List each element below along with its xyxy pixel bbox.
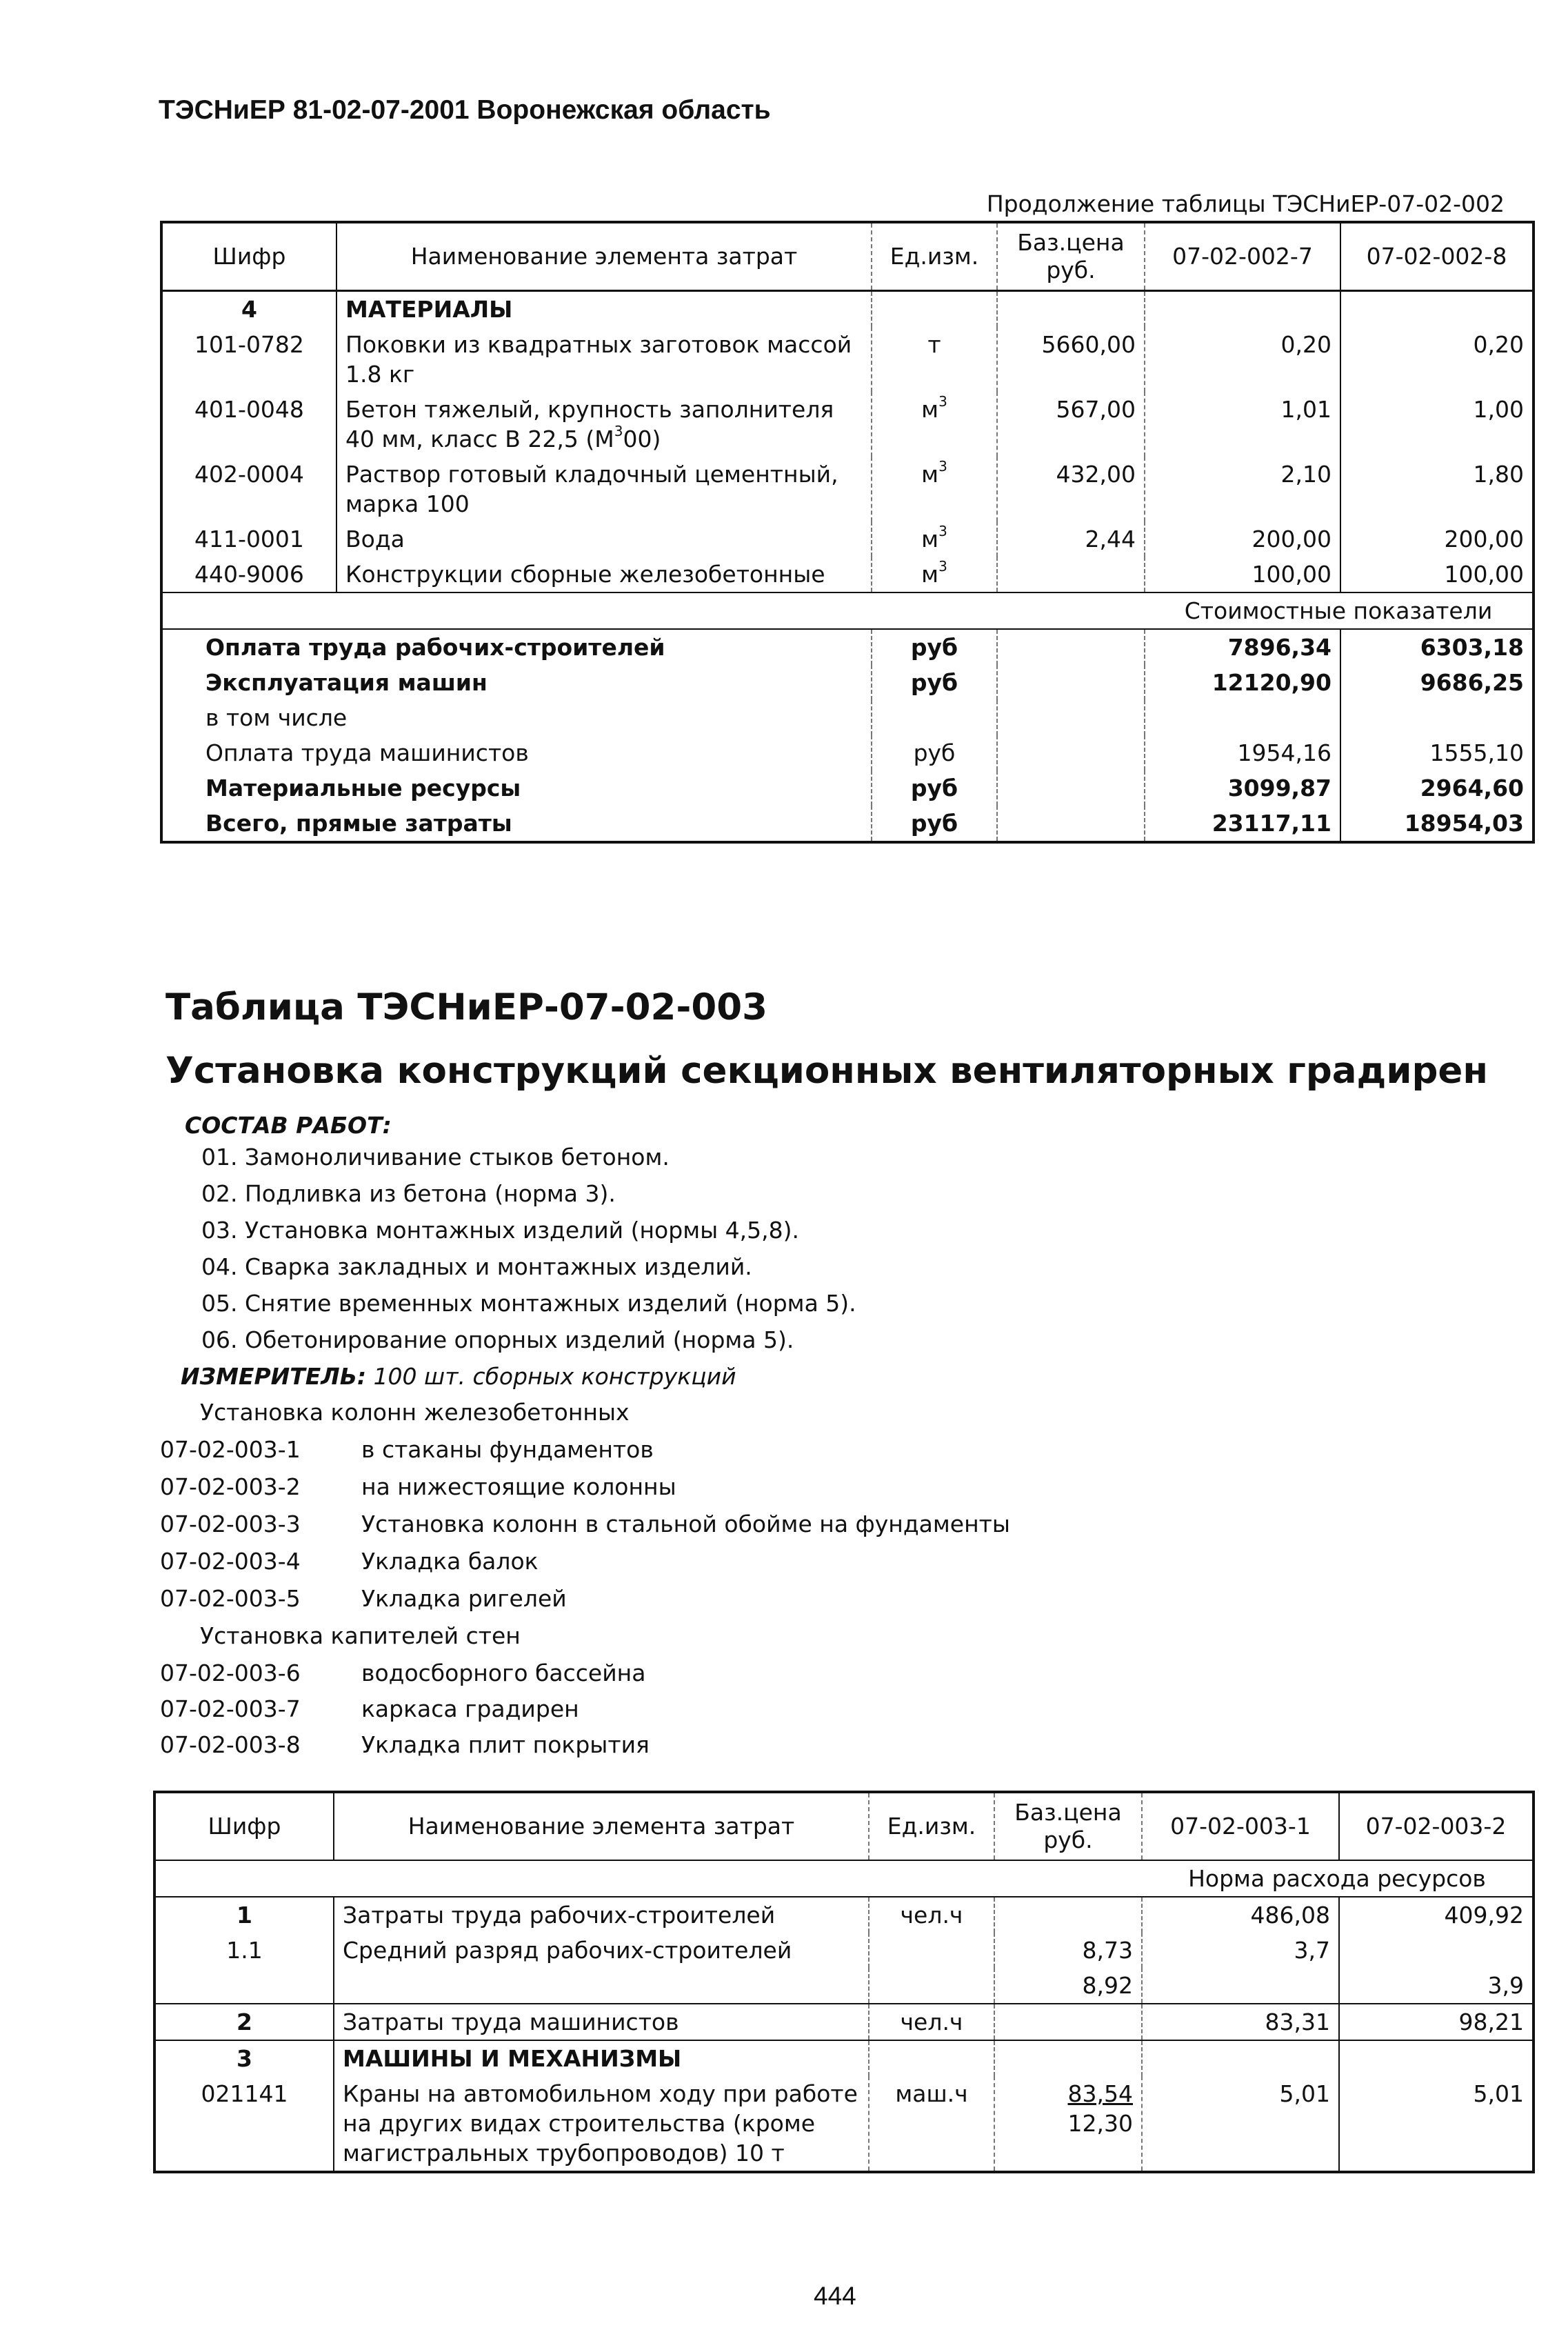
cell-code: 101-0782 [161,327,336,392]
cost-row [161,735,1534,770]
meter-label: ИЗМЕРИТЕЛЬ: [181,1363,367,1390]
cell-value-2: 0,20 [1473,331,1524,358]
cost-unit: руб [872,770,997,806]
works-label: СОСТАВ РАБОТ: [185,1112,392,1139]
work-item: 01. Замоноличивание стыков бетоном. [201,1144,670,1170]
cell-name: Затраты труда рабочих-строителей [334,1897,869,1933]
cell-price: 8,73 [994,1933,1142,1968]
cell-value-2: 1,80 [1473,461,1524,488]
cost-name: Оплата труда машинистов [161,735,872,770]
cell-price: 2,44 [997,521,1145,557]
table-row [161,291,1534,328]
norm-header-row [154,1860,1534,1897]
group-heading: Установка капителей стен [200,1622,521,1649]
cost-row [161,806,1534,842]
price-main: 83,54 [1067,2080,1133,2107]
cost-header-row [161,592,1534,629]
norm-description: на нижестоящие колонны [361,1473,676,1500]
col-header-price: Баз.цена руб. [997,222,1145,291]
cost-name: Материальные ресурсы [161,770,872,806]
cost-row [161,665,1534,700]
cell-price: 8,92 [994,1968,1142,2004]
cell-unit: т [872,327,997,392]
table-row [161,557,1534,592]
cell-unit [869,1968,994,2004]
norm-description: в стаканы фундаментов [361,1436,654,1463]
cost-row [161,700,1534,735]
section-name: МАТЕРИАЛЫ [336,291,872,328]
cell-name: Конструкции сборные железобетонные [336,557,872,592]
cost-unit: руб [872,629,997,665]
col-header-unit: Ед.изм. [872,222,997,291]
cost-unit: руб [872,735,997,770]
cell-value-2 [1339,1933,1534,1968]
section-code: 4 [161,291,336,328]
col-header-norm-7: 07-02-002-7 [1145,222,1340,291]
cell-code: 401-0048 [161,392,336,457]
cell-value-2: 3,9 [1487,1972,1524,1999]
cell-value-1: 0,20 [1145,327,1340,392]
resource-table-07-02-003 [153,1791,1535,2173]
table-subtitle: Установка конструкций секционных вентиляторных градирен [165,1050,1488,1092]
cell-unit: $м^3$ [872,392,997,457]
cell-value-1: 100,00 [1145,557,1340,592]
running-header: ТЭСНиЕР 81-02-07-2001 Воронежская область [159,95,771,125]
norm-code: 07-02-003-7 [160,1695,301,1722]
cell-unit: $м^3$ [872,521,997,557]
cell-name [334,1968,869,2004]
meter-value: 100 шт. сборных конструкций [373,1363,736,1390]
norm-code: 07-02-003-3 [160,1511,301,1537]
cost-name: Эксплуатация машин [161,665,872,700]
cell-code: 402-0004 [161,457,336,521]
col-header-norm-8: 07-02-002-8 [1366,243,1507,270]
table-row [154,1897,1534,1933]
cell-name: Поковки из квадратных заготовок массой 1.8 кг [336,327,872,392]
cost-name: Оплата труда рабочих-строителей [161,629,872,665]
cell-code: 2 [154,2004,334,2040]
norm-code: 07-02-003-2 [160,1473,301,1500]
cost-value-1: 1954,16 [1145,735,1340,770]
cell-price [997,557,1145,592]
cost-unit: руб [872,665,997,700]
cell-unit: чел.ч [869,2004,994,2040]
cell-code [154,1968,334,2004]
cell-code: 1 [154,1897,334,1933]
norm-code: 07-02-003-4 [160,1548,301,1575]
group-heading: Установка колонн железобетонных [200,1399,630,1426]
col-header-price: Баз.цена руб. [994,1792,1142,1860]
norm-description: Установка колонн в стальной обойме на фундаменты [361,1511,1010,1537]
cell-value-2: 1,00 [1473,396,1524,423]
cost-indicators-label: Стоимостные показатели [1184,597,1493,624]
cost-value-2 [1340,700,1534,735]
col-header-code: Шифр [161,222,336,291]
cell-unit: $м^3$ [872,557,997,592]
cell-value-2 [1339,2040,1534,2076]
norm-description: Укладка плит покрытия [361,1731,650,1758]
cell-value-1: 1,01 [1145,392,1340,457]
cell-unit: $м^3$ [872,457,997,521]
cell-name: Затраты труда машинистов [334,2004,869,2040]
cell-code: 1.1 [154,1933,334,1968]
cell-price: 432,00 [997,457,1145,521]
work-item: 04. Сварка закладных и монтажных изделий. [201,1253,752,1280]
cost-row [161,629,1534,665]
cell-value-2: 100,00 [1444,561,1524,588]
cost-value-1: 3099,87 [1145,770,1340,806]
table-row [154,2076,1534,2172]
norm-description: каркаса градирен [361,1695,579,1722]
cell-price: 5660,00 [997,327,1145,392]
norm-description: Укладка балок [361,1548,539,1575]
cell-unit: чел.ч [869,1897,994,1933]
meter-line [181,1363,736,1390]
table-row [154,1968,1534,2004]
table-row [161,521,1534,557]
col-header-name: Наименование элемента затрат [336,222,872,291]
cell-name: Вода [336,521,872,557]
norm-code: 07-02-003-8 [160,1731,301,1758]
cell-code: 3 [154,2040,334,2076]
norm-description: водосборного бассейна [361,1660,646,1686]
cost-value-2: 2964,60 [1420,775,1524,801]
cell-price [994,1897,1142,1933]
cell-name: Средний разряд рабочих-строителей [334,1933,869,1968]
cell-name: МАШИНЫ И МЕХАНИЗМЫ [334,2040,869,2076]
cost-name: в том числе [161,700,872,735]
norm-code: 07-02-003-6 [160,1660,301,1686]
cost-value-2: 6303,18 [1420,634,1524,661]
cell-value-1: 486,08 [1142,1897,1339,1933]
cell-name: Раствор готовый кладочный цементный, марка 100 [336,457,872,521]
cell-unit [869,2040,994,2076]
cost-row [161,770,1534,806]
col-header-name: Наименование элемента затрат [334,1792,869,1860]
cost-unit: руб [872,806,997,842]
table-row [161,327,1534,392]
cell-code: 440-9006 [161,557,336,592]
cell-code: 411-0001 [161,521,336,557]
col-header-norm-1: 07-02-003-1 [1142,1792,1339,1860]
cell-value-2: 409,92 [1444,1902,1524,1929]
cell-value-1 [1142,2040,1339,2076]
cost-value-1: 12120,90 [1145,665,1340,700]
table-header-row [154,1792,1534,1860]
work-item: 02. Подливка из бетона (норма 3). [201,1180,616,1207]
cell-name: Бетон тяжелый, крупность заполнителя 40 мм, класс В 22,5 $(М^300)$ [336,392,872,457]
cell-value-1: 5,01 [1142,2076,1339,2172]
work-item: 05. Снятие временных монтажных изделий (норма 5). [201,1290,856,1317]
work-item: 03. Установка монтажных изделий (нормы 4,5,8). [201,1217,799,1244]
table-row [154,2040,1534,2076]
work-item: 06. Обетонирование опорных изделий (норма 5). [201,1326,794,1353]
cost-value-2: 18954,03 [1404,810,1524,837]
cost-value-1: 23117,11 [1145,806,1340,842]
resource-table-07-02-002 [160,221,1535,844]
cell-unit [869,1933,994,1968]
table-header-row [161,222,1534,291]
col-header-code: Шифр [154,1792,334,1860]
table-row [161,392,1534,457]
table-title: Таблица ТЭСНиЕР-07-02-003 [165,986,767,1028]
cell-value-1: 83,31 [1142,2004,1339,2040]
table-continuation-caption: Продолжение таблицы ТЭСНиЕР-07-02-002 [986,190,1505,217]
cell-name: Краны на автомобильном ходу при работе на других видах строительства (кроме магистральных трубопроводов) 10 т [334,2076,869,2172]
norm-code: 07-02-003-5 [160,1585,301,1612]
norm-code: 07-02-003-1 [160,1436,301,1463]
cost-name: Всего, прямые затраты [161,806,872,842]
cell-value-1: 2,10 [1145,457,1340,521]
cell-price [994,2004,1142,2040]
cell-value-1 [1142,1968,1339,2004]
table-row [154,1933,1534,1968]
table-row [161,457,1534,521]
price-labor: 12,30 [1067,2110,1133,2137]
cell-code: 021141 [154,2076,334,2172]
cost-unit [872,700,997,735]
cell-price: 567,00 [997,392,1145,457]
cell-value-1: 3,7 [1142,1933,1339,1968]
norm-consumption-label: Норма расхода ресурсов [1188,1865,1486,1892]
cell-value-2: 98,21 [1458,2009,1524,2035]
cell-value-1: 200,00 [1145,521,1340,557]
col-header-unit: Ед.изм. [869,1792,994,1860]
norm-description: Укладка ригелей [361,1585,567,1612]
cost-value-1: 7896,34 [1145,629,1340,665]
cell-price [994,2040,1142,2076]
cell-price [994,2076,1142,2172]
cell-value-2: 5,01 [1473,2080,1524,2107]
cell-value-2: 200,00 [1444,526,1524,552]
page-number: 444 [814,2282,856,2310]
col-header-norm-2: 07-02-003-2 [1365,1813,1507,1840]
cost-value-2: 1555,10 [1429,739,1524,766]
cell-unit: маш.ч [869,2076,994,2172]
cost-value-2: 9686,25 [1420,669,1524,696]
cost-value-1 [1145,700,1340,735]
table-row [154,2004,1534,2040]
